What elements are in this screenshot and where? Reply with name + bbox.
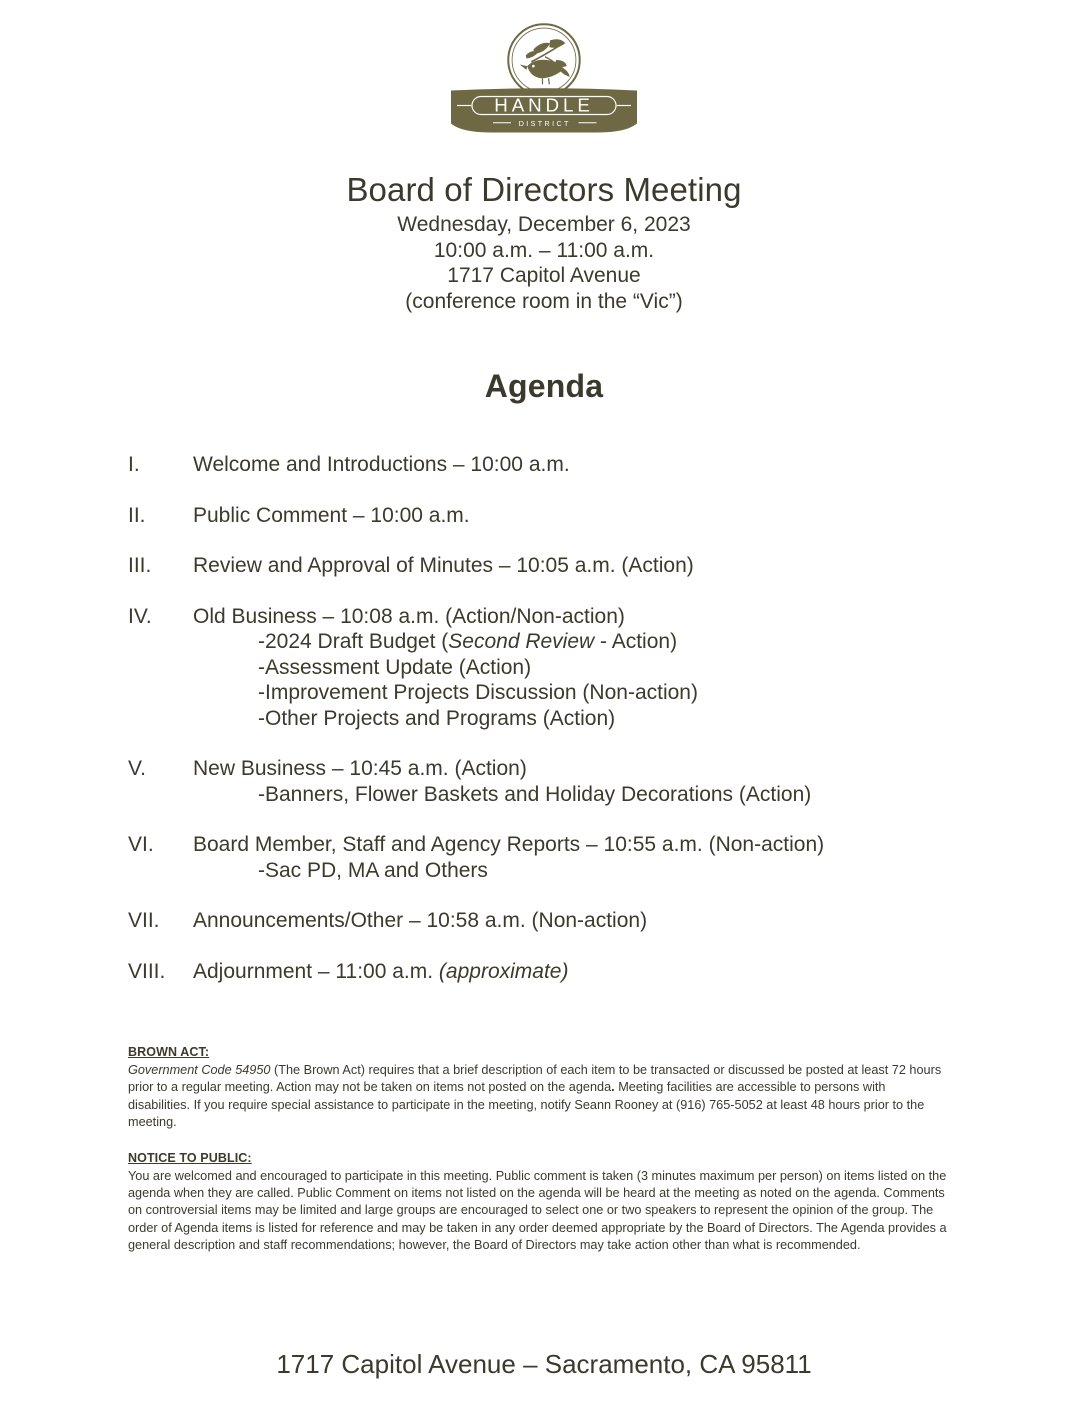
- legal-notices: [128, 1044, 950, 1273]
- agenda-item-numeral: VI.: [128, 833, 154, 856]
- footer-address: 1717 Capitol Avenue – Sacramento, CA 95811: [276, 1349, 812, 1379]
- agenda-item: [128, 503, 1028, 529]
- meeting-room: (conference room in the “Vic”): [405, 289, 683, 313]
- agenda-item: [128, 756, 1028, 807]
- agenda-subitem-list: [128, 782, 1028, 808]
- agenda-subitem: [258, 680, 1028, 706]
- agenda-subitem: [258, 706, 1028, 732]
- agenda-item-text: Public Comment – 10:00 a.m.: [193, 503, 470, 527]
- agenda-item-numeral: V.: [128, 757, 146, 780]
- agenda-item-text: Board Member, Staff and Agency Reports – 10:55 a.m. (Non-action): [193, 833, 825, 856]
- agenda-item-row: [128, 553, 1028, 579]
- agenda-subitem-text-tail: - Action): [594, 630, 678, 653]
- agenda-item-row: [128, 832, 1028, 858]
- agenda-subitem-text: -Assessment Update (Action): [258, 655, 532, 679]
- page-title: Board of Directors Meeting: [346, 171, 742, 208]
- agenda-item-text-lead: Adjournment – 11:00 a.m.: [193, 959, 439, 983]
- agenda-subitem-text: -Improvement Projects Discussion (Non-action): [258, 681, 698, 704]
- notice-body-part-2: Meeting facilities are accessible to persons with disabilities. If you require special assistance to participate in the meeting, notify Seann Rooney at (916) 765-5052 at least 48 hours prior to the meeting.: [128, 1080, 925, 1130]
- agenda-item-numeral: I.: [128, 453, 140, 476]
- agenda-subitem: [258, 629, 1028, 655]
- agenda-subitem-text: -Banners, Flower Baskets and Holiday Decorations (Action): [258, 782, 812, 806]
- agenda-item-numeral: II.: [128, 503, 146, 527]
- agenda-subitem-text: -Other Projects and Programs (Action): [258, 706, 616, 730]
- brand-name-text: HANDLE: [494, 94, 594, 116]
- agenda-subitem-text: -2024 Draft Budget (: [258, 630, 449, 653]
- agenda-subitem-emphasis: Second Review: [448, 630, 595, 653]
- notice-body: [128, 1168, 950, 1255]
- notice-heading: NOTICE TO PUBLIC:: [128, 1150, 252, 1165]
- notice-block: [128, 1150, 950, 1255]
- agenda-item: [128, 832, 1028, 883]
- agenda-item-text: Review and Approval of Minutes – 10:05 a.m. (Action): [193, 554, 694, 577]
- agenda-list: [128, 452, 1028, 984]
- agenda-item-text: Old Business – 10:08 a.m. (Action/Non-action): [193, 604, 625, 628]
- agenda-item-text: New Business – 10:45 a.m. (Action): [193, 757, 527, 780]
- agenda-item-row: [128, 503, 1028, 529]
- agenda-heading: Agenda: [484, 368, 604, 404]
- agenda-subitem: [258, 655, 1028, 681]
- notice-body: [128, 1062, 950, 1132]
- meeting-date: Wednesday, December 6, 2023: [397, 213, 691, 236]
- agenda-item-text-emphasis: (approximate): [438, 959, 569, 983]
- notice-heading: BROWN ACT:: [128, 1045, 210, 1059]
- agenda-item-numeral: VIII.: [128, 959, 166, 983]
- brand-subtitle-text: DISTRICT: [518, 119, 571, 128]
- agenda-subitem: [258, 782, 1028, 808]
- meeting-header: [0, 170, 1088, 314]
- agenda-item: [128, 452, 1028, 478]
- notice-block: [128, 1044, 950, 1132]
- meeting-address: 1717 Capitol Avenue: [447, 264, 641, 287]
- meeting-time: 10:00 a.m. – 11:00 a.m.: [433, 238, 655, 262]
- agenda-item-row: [128, 452, 1028, 478]
- notice-citation: Government Code 54950: [128, 1063, 271, 1077]
- agenda-item-text: Announcements/Other – 10:58 a.m. (Non-action): [193, 909, 648, 932]
- agenda-item-text: Welcome and Introductions – 10:00 a.m.: [193, 453, 570, 476]
- agenda-subitem: [258, 858, 1028, 884]
- agenda-item: [128, 604, 1028, 732]
- agenda-item-row: [128, 959, 1028, 985]
- handle-district-logo: [0, 22, 1088, 134]
- agenda-item-numeral: III.: [128, 554, 152, 577]
- agenda-item: [128, 553, 1028, 579]
- agenda-item-numeral: VII.: [128, 909, 160, 932]
- notice-body-part-1: You are welcomed and encouraged to participate in this meeting. Public comment is taken (3 minutes maximum per person) on items listed on the agenda when they are called. Public Comment on items not listed on the agenda will be heard at the meeting as noted on the agenda. Comments on controversial items may be limited and large groups are encouraged to select one or two speakers to represent the opinion of the group. The order of Agenda items is listed for reference and may be taken in any order deemed appropriate by the Board of Directors. The Agenda provides a general description and staff recommendations; however, the Board of Directors may take action other than what is recommended.: [128, 1168, 947, 1253]
- agenda-subitem-text: -Sac PD, MA and Others: [258, 858, 488, 882]
- agenda-item-row: [128, 604, 1028, 630]
- notice-bold-mark: .: [611, 1080, 615, 1095]
- agenda-item-row: [128, 756, 1028, 782]
- notice-body-part-1: (The Brown Act) requires that a brief description of each item to be transacted or discussed be posted at least 72 hours prior to a regular meeting. Action may not be taken on items not posted on the agenda: [128, 1063, 942, 1095]
- agenda-subitem-list: [128, 858, 1028, 884]
- agenda-item: [128, 908, 1028, 934]
- agenda-item-numeral: IV.: [128, 604, 152, 628]
- agenda-item-row: [128, 908, 1028, 934]
- agenda-item: [128, 959, 1028, 985]
- agenda-subitem-list: [128, 629, 1028, 731]
- agenda-item-text: [193, 959, 1028, 985]
- handle-district-wordmark: [446, 86, 642, 134]
